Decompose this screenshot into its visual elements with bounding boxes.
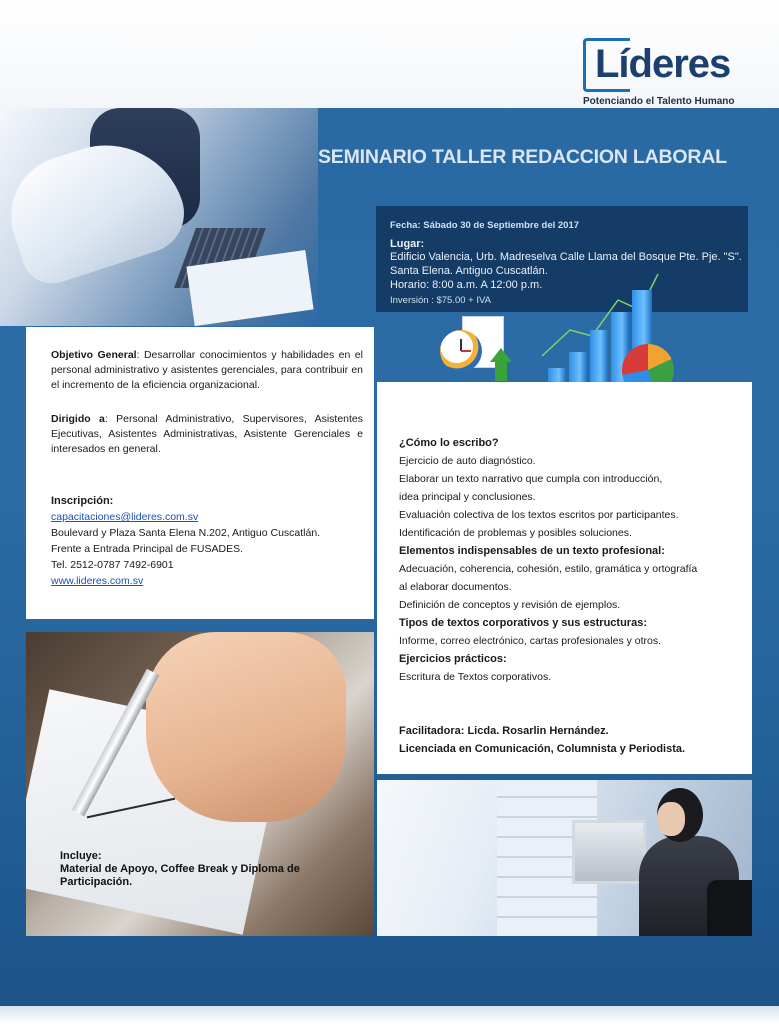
bar-chart-bar [569,352,587,386]
page-title: SEMINARIO TALLER REDACCION LABORAL [318,146,727,168]
syllabus-item: idea principal y conclusiones. [399,491,536,503]
objective-paragraph [51,348,363,393]
syllabus-item: Evaluación colectiva de los textos escritos por participantes. [399,509,679,521]
office-chair [707,880,752,936]
left-info-panel [26,327,374,619]
bar-chart-bar [590,330,608,386]
registration-landmark: Frente a Entrada Principal de FUSADES. [51,543,244,555]
audience-text: : Personal Administrativo, Supervisores, Asistentes Ejecutivas, Asistentes Administrativas, Asistente Gerenciales e interesados en general. [51,413,364,455]
syllabus-heading: Tipos de textos corporativos y sus estructuras: [399,617,647,629]
syllabus-item: Informe, correo electrónico, cartas profesionales y otros. [399,635,662,647]
syllabus-heading: ¿Cómo lo escribo? [399,437,499,449]
writing-hand-photo [26,632,374,936]
event-address-line-1: Edificio Valencia, Urb. Madreselva Calle Llama del Bosque Pte. Pje. "S". [390,251,742,263]
registration-address: Boulevard y Plaza Santa Elena N.202, Antiguo Cuscatlán. [51,527,321,539]
writing-hand [146,632,346,822]
syllabus-item: Ejercicio de auto diagnóstico. [399,455,536,467]
registration-heading: Inscripción: [51,495,114,507]
logo-wordmark: Líderes [595,42,731,86]
audience-label: Dirigido a [51,413,105,425]
includes-heading: Incluye: [60,850,102,862]
event-place-label: Lugar: [390,238,425,250]
office-photo [0,108,318,326]
facilitator-name: Facilitadora: Licda. Rosarlin Hernández. [399,725,609,737]
objective-label: Objetivo General [51,349,137,361]
monitor-illustration [572,820,646,884]
growth-arrow-icon [490,348,512,362]
syllabus-panel [377,382,752,774]
logo-tagline: Potenciando el Talento Humano [583,96,735,107]
audience-paragraph [51,412,363,457]
syllabus-item: al elaborar documentos. [399,581,512,593]
syllabus-item: Definición de conceptos y revisión de ejemplos. [399,599,621,611]
facilitator-credentials: Licenciada en Comunicación, Columnista y Periodista. [399,743,686,755]
event-schedule: Horario: 8:00 a.m. A 12:00 p.m. [390,279,543,291]
lideres-logo [583,38,733,110]
woman-face [657,802,685,836]
includes-text: Material de Apoyo, Coffee Break y Diploma de Participación. [60,863,300,888]
registration-email-link[interactable]: capacitaciones@lideres.com.sv [51,511,199,523]
website-link[interactable]: www.lideres.com.sv [51,575,144,587]
syllabus-item: Elaborar un texto narrativo que cumpla con introducción, [399,473,663,485]
syllabus-item: Identificación de problemas y posibles soluciones. [399,527,632,539]
registration-phone: Tel. 2512-0787 7492-6901 [51,559,174,571]
objective-text: : Desarrollar conocimientos y habilidades en el personal administrativo y asistentes gerenciales, para contribuir en el incremento de la eficiencia organizacional. [51,349,363,391]
syllabus-item: Escritura de Textos corporativos. [399,671,552,683]
syllabus-item: Adecuación, coherencia, cohesión, estilo, gramática y ortografía [399,563,698,575]
woman-at-computer-photo [377,780,752,936]
syllabus-heading: Ejercicios prácticos: [399,653,507,665]
bottom-strip [0,1006,779,1024]
event-date: Fecha: Sábado 30 de Septiembre del 2017 [390,220,580,231]
clock-hand [461,350,471,352]
event-address-line-2: Santa Elena. Antiguo Cuscatlán. [390,265,548,277]
syllabus-heading: Elementos indispensables de un texto profesional: [399,545,665,557]
event-price: Inversión : $75.00 + IVA [390,295,491,306]
growth-arrow-stem [495,361,507,381]
includes-note [60,850,350,889]
